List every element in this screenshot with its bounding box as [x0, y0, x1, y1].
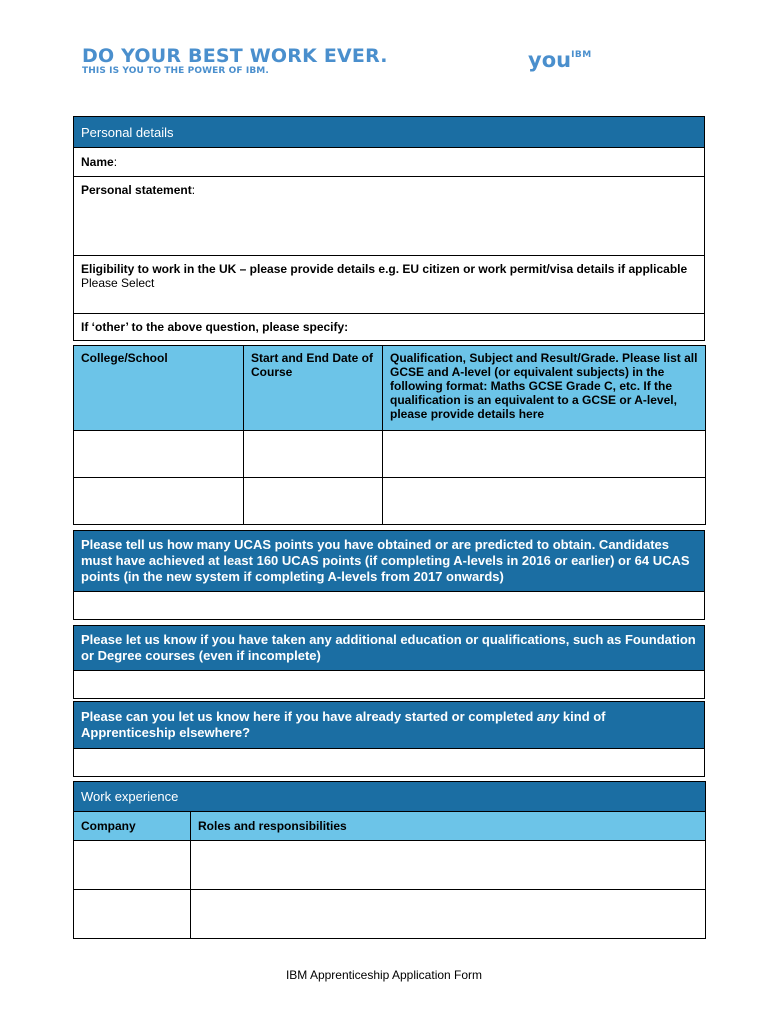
- page-header: [82, 46, 388, 76]
- work-experience-header-row: [74, 782, 706, 812]
- education-row: [74, 478, 706, 525]
- apprenticeship-prompt-emphasis: any: [536, 709, 560, 724]
- ucas-section: [73, 530, 705, 620]
- education-header-row: [74, 346, 706, 431]
- name-suffix: :: [113, 155, 118, 169]
- personal-details-section: [73, 116, 705, 341]
- work-cell-roles[interactable]: [191, 841, 706, 890]
- education-table: [73, 345, 705, 525]
- education-cell-college[interactable]: [74, 478, 244, 525]
- education-cell-qualification[interactable]: [383, 431, 706, 478]
- page-footer: IBM Apprenticeship Application Form: [285, 968, 483, 982]
- additional-education-section: [73, 625, 705, 699]
- education-row: [74, 431, 706, 478]
- other-specify-field[interactable]: [74, 313, 704, 340]
- personal-details-title: Personal details: [81, 124, 174, 140]
- education-cell-college[interactable]: [74, 431, 244, 478]
- work-experience-row: [74, 841, 706, 890]
- col-dates: Start and End Date of Course: [244, 346, 383, 431]
- col-college-school: College/School: [74, 346, 244, 431]
- work-experience-columns: [74, 812, 706, 841]
- work-experience-row: [74, 890, 706, 939]
- apprenticeship-section: [73, 701, 705, 777]
- eligibility-select[interactable]: Please Select: [81, 276, 155, 290]
- eligibility-label: Eligibility to work in the UK – please provide details e.g. EU citizen or work permit/visa details if applicable: [81, 262, 688, 276]
- education-cell-dates[interactable]: [244, 478, 383, 525]
- slogan: DO YOUR BEST WORK EVER.: [82, 45, 388, 67]
- subslogan: THIS IS YOU TO THE POWER OF IBM.: [82, 66, 269, 76]
- personal-statement-label: Personal statement: [81, 183, 192, 197]
- ucas-answer-field[interactable]: [74, 591, 704, 619]
- work-cell-company[interactable]: [74, 841, 191, 890]
- name-label: Name: [81, 155, 114, 169]
- col-qualification: Qualification, Subject and Result/Grade. Please list all GCSE and A-level (or equivalent subjects) in the following format: Maths GCSE Grade C, etc. If the qualification is an equivalent to a GCSE or A-level, please provide details here: [383, 346, 706, 431]
- personal-details-header: [74, 117, 704, 147]
- col-company: Company: [74, 812, 191, 841]
- apprenticeship-prompt: [74, 702, 704, 748]
- ibm-logo: [528, 48, 592, 72]
- other-specify-label: If ‘other’ to the above question, please specify:: [81, 320, 349, 334]
- work-cell-roles[interactable]: [191, 890, 706, 939]
- logo-you: you: [528, 48, 572, 72]
- apprenticeship-prompt-before: Please can you let us know here if you have already started or completed: [81, 709, 537, 724]
- col-roles: Roles and responsibilities: [191, 812, 706, 841]
- work-experience-section: [73, 781, 705, 939]
- personal-statement-suffix: :: [191, 183, 196, 197]
- education-cell-qualification[interactable]: [383, 478, 706, 525]
- additional-education-field[interactable]: [74, 670, 704, 698]
- eligibility-field: [74, 255, 704, 313]
- apprenticeship-field[interactable]: [74, 748, 704, 776]
- apprenticeship-prompt-after: kind of Apprenticeship elsewhere?: [81, 709, 606, 740]
- work-experience-title: Work experience: [74, 782, 706, 812]
- name-field[interactable]: [74, 147, 704, 176]
- education-cell-dates[interactable]: [244, 431, 383, 478]
- personal-statement-field[interactable]: [74, 176, 704, 255]
- ucas-prompt: Please tell us how many UCAS points you have obtained or are predicted to obtain. Candidates must have achieved at least 160 UCAS points (if completing A-levels in 2016 or earlier) or 64 UCAS points (in the new system if completing A-levels from 2017 onwards): [74, 531, 704, 591]
- logo-ibm: IBM: [571, 50, 592, 60]
- additional-education-prompt: Please let us know if you have taken any additional education or qualifications, such as Foundation or Degree courses (even if incomplete): [74, 626, 704, 670]
- work-cell-company[interactable]: [74, 890, 191, 939]
